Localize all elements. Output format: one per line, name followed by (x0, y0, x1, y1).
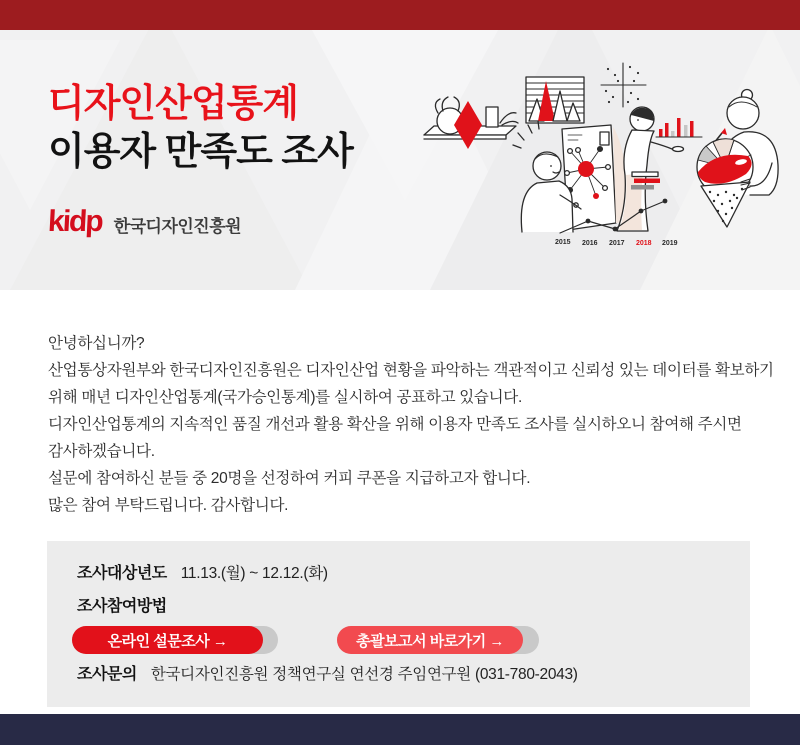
online-survey-button-wrap (72, 625, 303, 655)
year-label: 2019 (662, 240, 678, 247)
kidp-logo-mark: kidp (47, 204, 103, 238)
survey-period-row (77, 560, 328, 583)
title-block (48, 80, 353, 176)
greeting-text (48, 330, 778, 519)
participation-method-row (77, 593, 181, 616)
year-label: 2015 (555, 239, 571, 246)
greeting-line: 디자인산업통계의 지속적인 품질 개선과 활용 확산을 위해 이용자 만족도 조사를 실시하오니 참여해 주시면 (48, 416, 742, 433)
report-link-button[interactable]: 총괄보고서 바로가기 → (337, 626, 523, 654)
contact-value: 한국디자인진흥원 정책연구실 연선경 주임연구원 (031-780-2043) (150, 666, 578, 683)
page-subtitle: 이용자 만족도 조사 (48, 131, 353, 173)
survey-info-box (47, 541, 750, 707)
greeting-line: 많은 참여 부탁드립니다. 감사합니다. (48, 497, 289, 514)
online-survey-button[interactable]: 온라인 설문조사 → (72, 626, 263, 654)
greeting-line: 안녕하십니까? (48, 335, 145, 352)
year-label-highlighted: 2018 (636, 240, 652, 247)
mini-bar-chart (659, 118, 694, 137)
survey-period-value: 11.13.(월) ~ 12.12.(화) (180, 565, 328, 582)
contact-label: 조사문의 (77, 666, 137, 683)
footer-bar (0, 714, 800, 745)
kidp-logo-org-name: 한국디자인진흥원 (113, 217, 242, 236)
red-diamond-shape (454, 101, 482, 149)
kidp-logo (48, 206, 241, 237)
survey-period-label: 조사대상년도 (77, 565, 167, 582)
header-banner (0, 0, 800, 290)
greeting-line: 위해 매년 디자인산업통계(국가승인통계)를 실시하여 공표하고 있습니다. (48, 389, 522, 406)
contact-row (77, 661, 578, 684)
year-axis-labels (555, 239, 678, 247)
greeting-line: 설문에 참여하신 분들 중 20명을 선정하여 커피 쿠폰을 지급하고자 합니다. (48, 470, 531, 487)
button-row (47, 625, 750, 655)
participation-method-label: 조사참여방법 (77, 598, 167, 615)
greeting-line: 감사하겠습니다. (48, 443, 155, 460)
report-button-wrap (337, 625, 589, 655)
year-label: 2017 (609, 240, 625, 247)
greeting-line: 산업통상자원부와 한국디자인진흥원은 디자인산업 현황을 파악하는 객관적이고 신뢰성 있는 데이터를 확보하기 (48, 362, 774, 379)
top-accent-bar (0, 0, 800, 30)
page-title: 디자인산업통계 (48, 83, 298, 125)
year-label: 2016 (582, 240, 598, 247)
statistics-illustration (410, 55, 800, 255)
